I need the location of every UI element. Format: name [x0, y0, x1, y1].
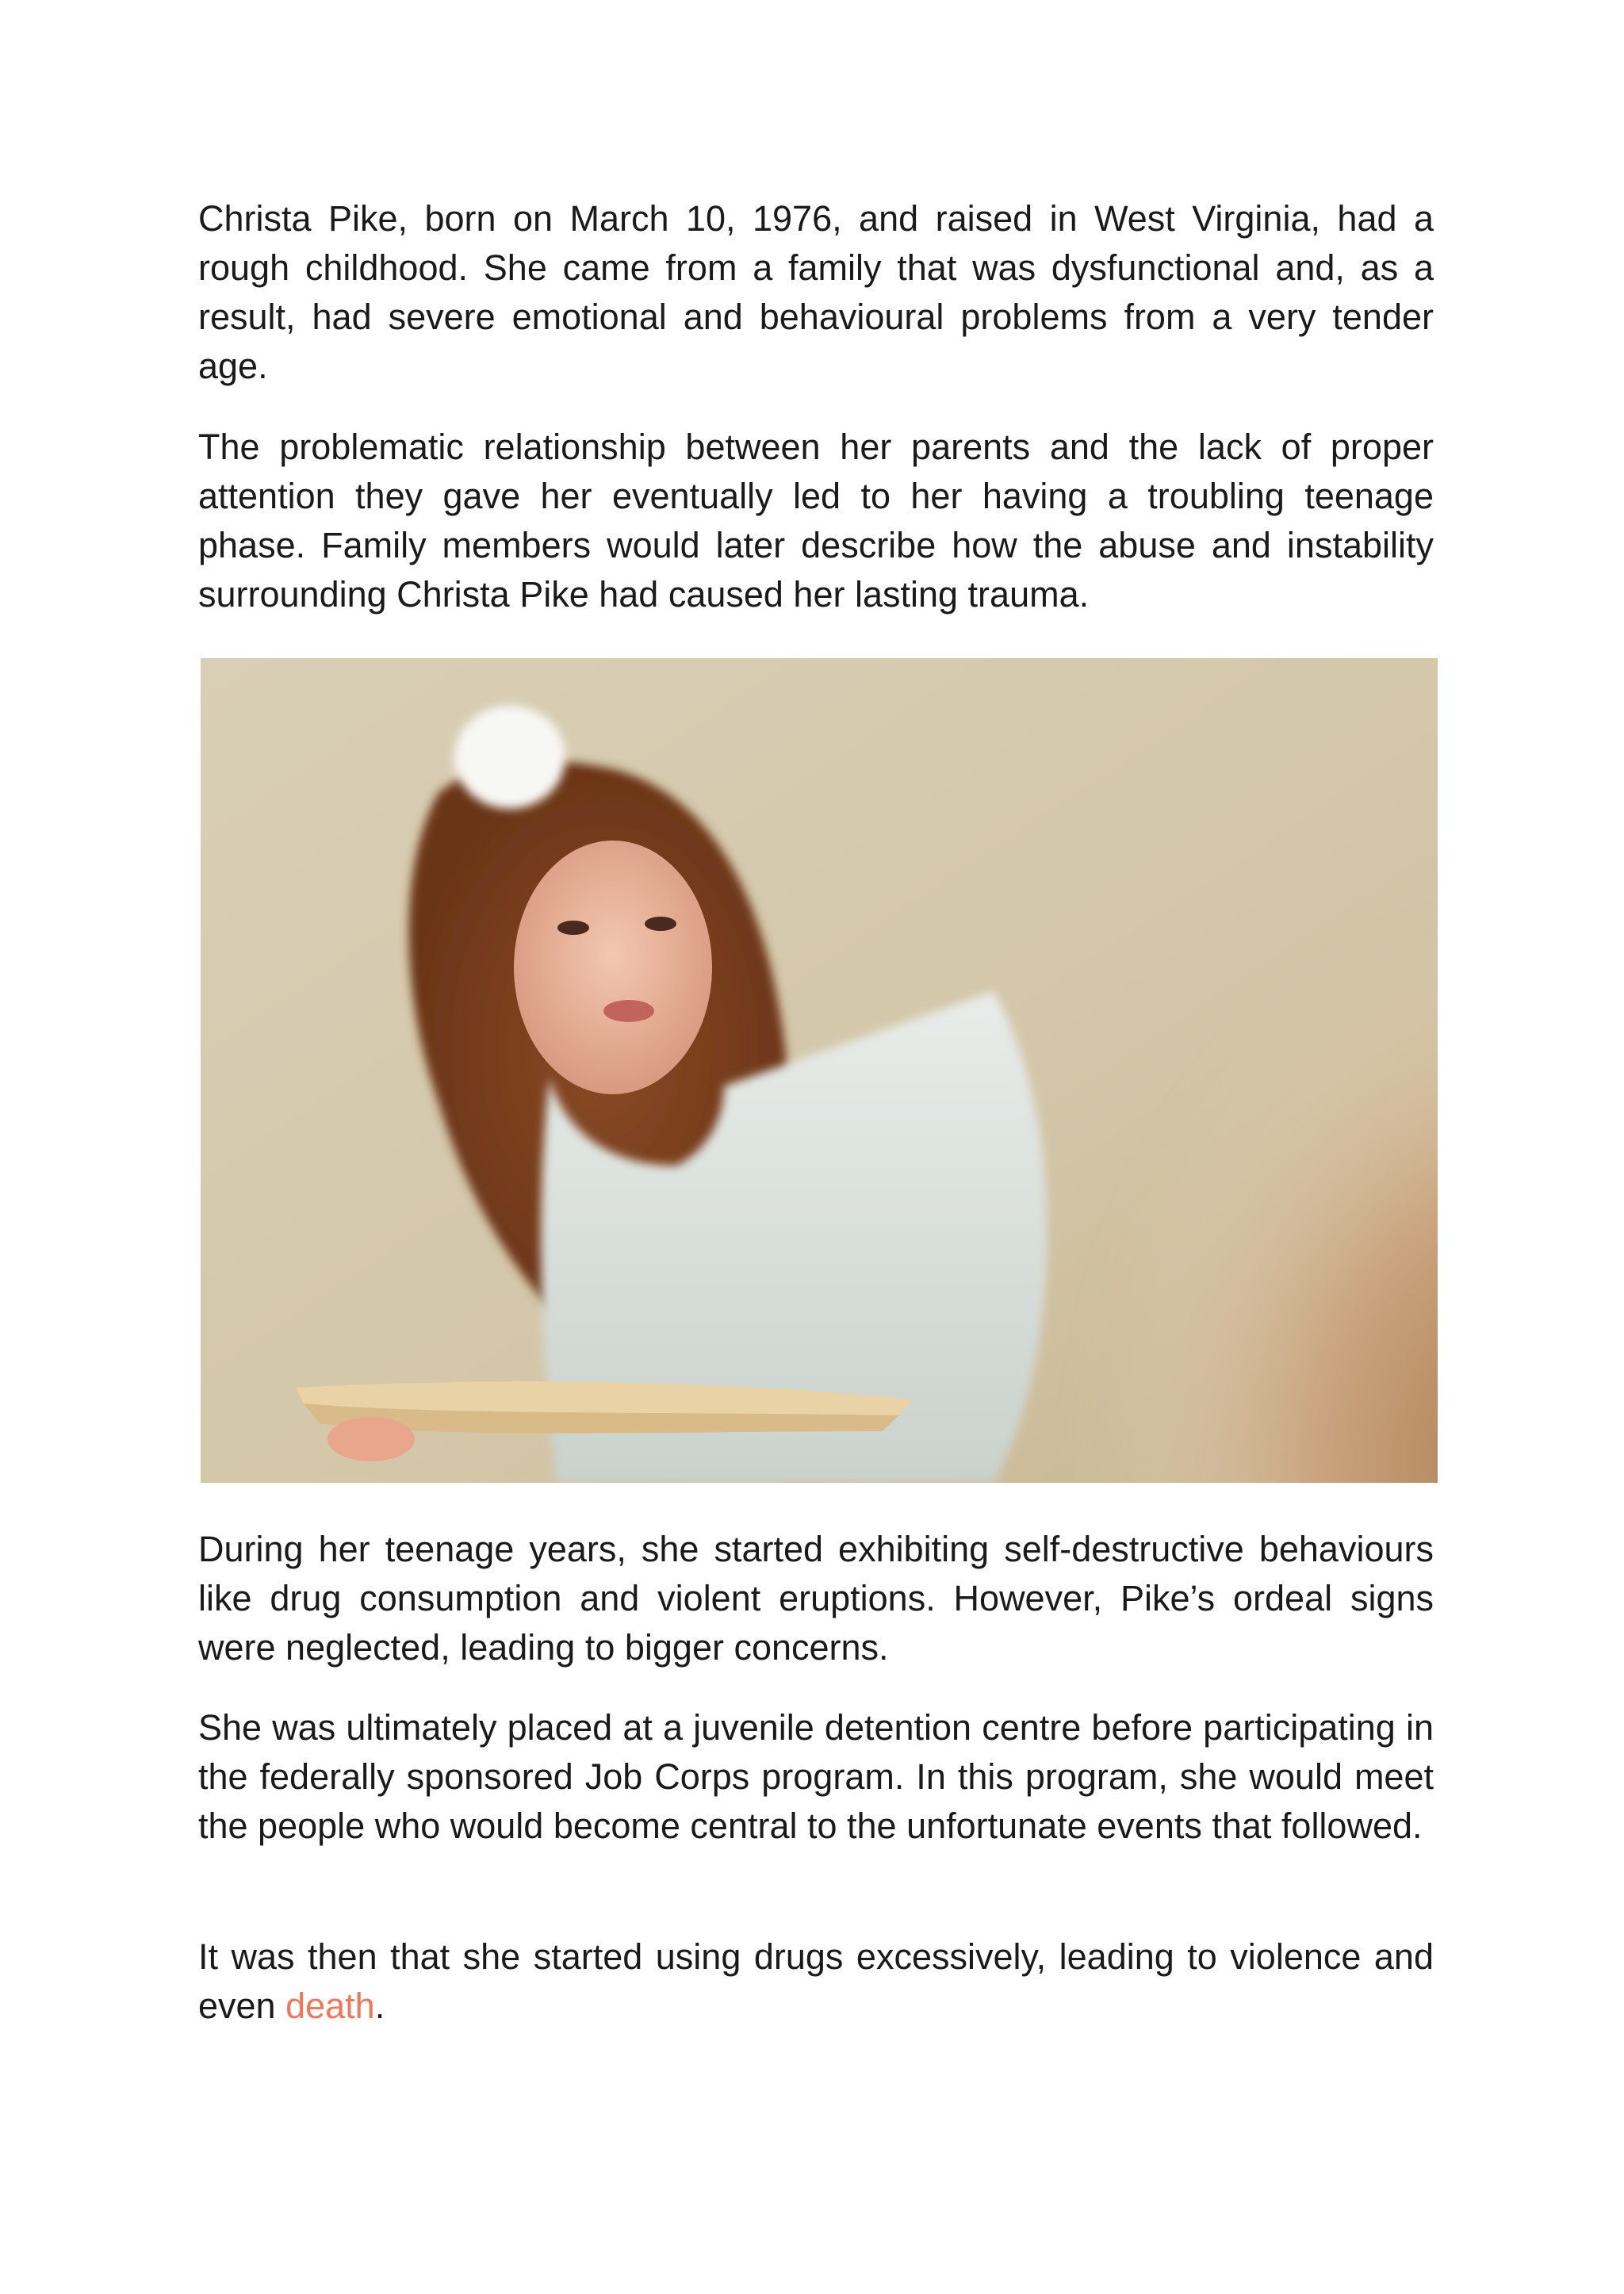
- paragraph-drugs-text: It was then that she started using drugs excessively, leading to violence and even: [198, 1936, 1434, 2026]
- paragraph-parents: The problematic relationship between her parents and the lack of proper attention they gave her eventually led to her having a troubling teenage phase. Family members would later describe how the abuse and instability surrounding Christa Pike had caused her lasting trauma.: [198, 427, 1434, 615]
- paragraph-teenage-years: During her teenage years, she started exhibiting self-destructive behaviours like drug consumption and violent eruptions. However, Pike’s ordeal signs were neglected, leading to bigger concerns.: [198, 1529, 1434, 1668]
- paragraph-drugs: [198, 1932, 1434, 2031]
- paragraph-drugs-end: .: [374, 1986, 385, 2026]
- photo-illustration: [201, 658, 1438, 1483]
- photo-christa-pike: [201, 658, 1438, 1483]
- paragraph-childhood: Christa Pike, born on March 10, 1976, and raised in West Virginia, had a rough childhood. She came from a family that was dysfunctional and, as a result, had severe emotional and behavioural problems from a very tender age.: [198, 198, 1434, 386]
- paragraph-job-corps: She was ultimately placed at a juvenile detention centre before participating in the federally sponsored Job Corps program. In this program, she would meet the people who would become central to the unfortunate events that followed.: [198, 1707, 1434, 1846]
- death-link[interactable]: death: [285, 1986, 375, 2026]
